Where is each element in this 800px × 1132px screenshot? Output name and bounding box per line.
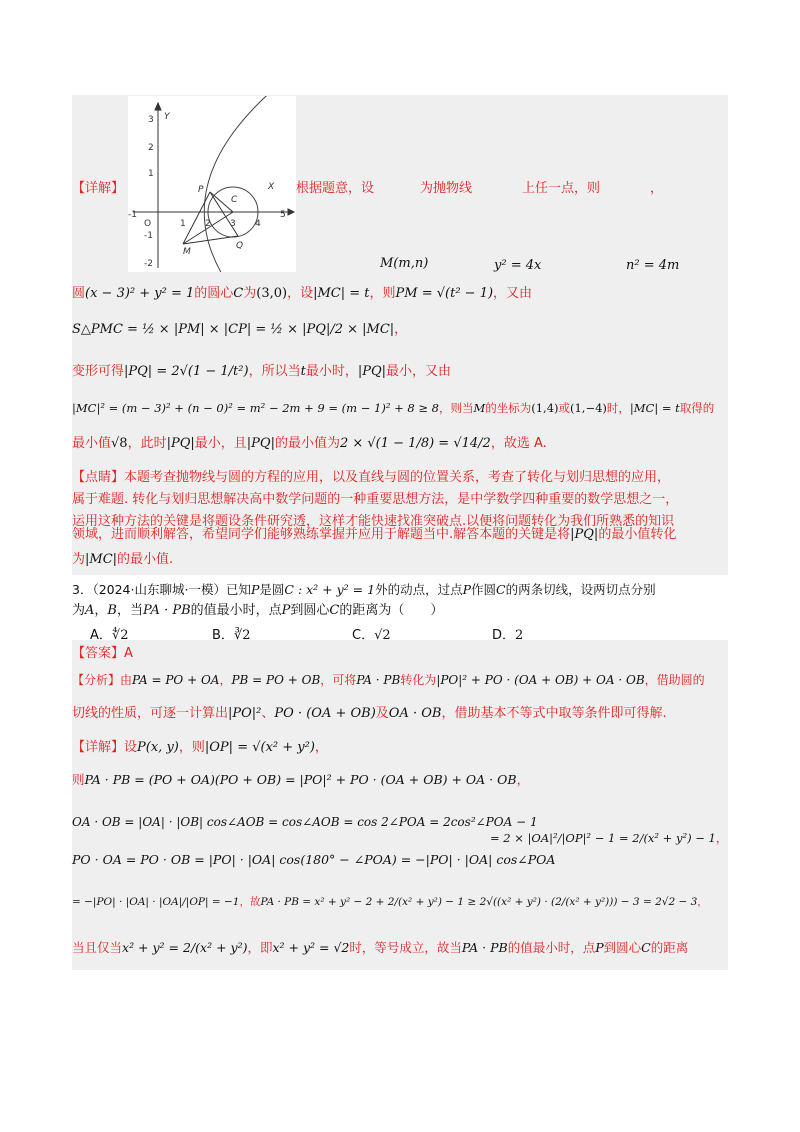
y-axis-label: Y bbox=[164, 112, 170, 122]
x-axis-arrow bbox=[288, 209, 294, 215]
x-tick-label: 5 bbox=[280, 210, 286, 220]
line-pc bbox=[210, 192, 233, 212]
origin-label: O bbox=[144, 219, 152, 229]
detail-line-3: S△PMC = ½ × |PM| × |CP| = ½ × |PQ|/2 × |MC|， bbox=[72, 322, 408, 337]
point-q-label: Q bbox=[236, 241, 244, 251]
detail-line-6: 最小值√8，此时|PQ|最小，且|PQ|的最小值为2 × √(1 − 1/8) = √14/2，故选 A. bbox=[72, 436, 547, 451]
x-tick-label: 4 bbox=[255, 219, 261, 229]
option-b[interactable]: B．∛2 bbox=[212, 628, 251, 643]
analysis-line-1: 【分析】由PA = PO + OA，PB = PO + OB，可将PA · PB转化为|PO|² + PO · (OA + OB) + OA · OB，借助圆的 bbox=[72, 673, 705, 687]
problem-number: 3． bbox=[72, 582, 93, 597]
option-d[interactable]: D．2 bbox=[492, 628, 524, 643]
x-tick-label: 1 bbox=[180, 219, 186, 229]
highlight-band-bottom bbox=[72, 640, 728, 970]
y-tick-label: 1 bbox=[148, 169, 154, 179]
analysis-tag: 【分析】 bbox=[72, 673, 121, 687]
tip-line-1: 【点睛】本题考查抛物线与圆的方程的应用，以及直线与圆的位置关系，考查了转化与划归思想的应用， bbox=[72, 470, 671, 485]
y-tick-label: -1 bbox=[144, 231, 153, 241]
line-mq bbox=[183, 236, 238, 244]
answer-line bbox=[72, 646, 133, 662]
tip-line-3: 运用这种方法的关键是将题设条件研究透，这样才能快速找准突破点.以便将问题转化为我们所熟悉的知识 bbox=[72, 514, 675, 529]
detail2-line-4: PO · OA = PO · OB = |PO| · |OA| cos(180° − ∠POA) = −|PO| · |OA| cos∠POA bbox=[72, 852, 556, 867]
answer-value: A bbox=[124, 646, 133, 661]
detail-line-1 bbox=[72, 181, 124, 197]
detail2-line-3: OA · OB = |OA| · |OB| cos∠AOB = cos∠AOB = cos 2∠POA = 2cos²∠POA − 1 bbox=[72, 815, 538, 829]
y-tick-label: -2 bbox=[144, 259, 153, 269]
detail2-tag: 【详解】 bbox=[72, 740, 125, 755]
detail2-line-3b: = 2 × |OA|²/|OP|² − 1 = 2/(x² + y²) − 1， bbox=[490, 831, 728, 845]
point-c-label: C bbox=[231, 195, 238, 205]
tip-tag: 【点睛】 bbox=[72, 470, 125, 485]
x-tick-label: -1 bbox=[128, 210, 137, 220]
detail2-line-2: 则PA · PB = (PO + OA)(PO + OB) = |PO|² + PO · (OA + OB) + OA · OB， bbox=[72, 772, 530, 787]
detail-line-2: 圆(x − 3)² + y² = 1的圆心C为(3,0)，设|MC| = t，则PM = √(t² − 1)，又由 bbox=[72, 286, 533, 301]
detail2-line-1: 【详解】设P(x, y)，则|OP| = √(x² + y²)， bbox=[72, 740, 328, 755]
y-tick-label: 3 bbox=[148, 115, 154, 125]
tip-line-5: 为|MC|的最小值. bbox=[72, 552, 174, 567]
x-axis-label: X bbox=[268, 182, 275, 192]
detail-formula-n: n² = 4m bbox=[626, 258, 680, 273]
answer-tag: 【答案】 bbox=[72, 646, 125, 661]
x-tick-label: 2 bbox=[205, 219, 211, 229]
detail2-line-6: 当且仅当x² + y² = 2/(x² + y²)，即x² + y² = √2时，等号成立，故当PA · PB的值最小时，点P到圆心C的距离 bbox=[72, 940, 689, 955]
detail-tag: 【详解】 bbox=[72, 181, 125, 196]
point-m-formula: M(m,n) bbox=[380, 256, 429, 271]
detail2-line-5: = −|PO| · |OA| · |OA|/|OP| = −1，故PA · PB = x² + y² − 2 + 2/(x² + y²) − 1 ≥ 2√((x² + y²) · (2/(x² + y²))) − 3 = 2√2 − 3， bbox=[72, 896, 708, 908]
detail-line-4: 变形可得|PQ| = 2√(1 − 1/t²)，所以当t最小时，|PQ|最小，又由 bbox=[72, 364, 452, 379]
option-c[interactable]: C．√2 bbox=[352, 628, 391, 643]
tip-line-4: 领域，进而顺利解答，希望同学们能够熟练掌握并应用于解题当中.解答本题的关键是将|PQ|的最小值转化 bbox=[72, 527, 677, 542]
detail-formula-parabola: y² = 4x bbox=[494, 258, 542, 273]
point-p-label: P bbox=[198, 185, 204, 195]
option-a[interactable]: A．∜2 bbox=[90, 628, 129, 643]
point-m-label: M bbox=[183, 247, 191, 257]
tip-line-2: 属于难题. 转化与划归思想解决高中数学问题的一种重要思想方法，是中学数学四种重要的数学思想之一， bbox=[72, 492, 679, 507]
x-tick-label: 3 bbox=[230, 219, 236, 229]
line-mp bbox=[183, 192, 210, 244]
detail-line-5: |MC|² = (m − 3)² + (n − 0)² = m² − 2m + 9 = (m − 1)² + 8 ≥ 8，则当M的坐标为(1,4)或(1,−4)时，|MC| = t取得的 bbox=[72, 401, 715, 415]
y-axis-arrow bbox=[155, 103, 161, 110]
analysis-line-2: 切线的性质，可逐一计算出|PO|²、PO · (OA + OB)及OA · OB，借助基本不等式中取等条件即可得解. bbox=[72, 706, 667, 721]
y-tick-label: 2 bbox=[148, 143, 154, 153]
detail-formula-row bbox=[380, 256, 428, 272]
parabola-circle-figure bbox=[128, 96, 296, 272]
problem-3-line-1: 3．（2024·山东聊城·一模）已知P是圆C : x² + y² = 1外的动点，过点P作圆C的两条切线，设两切点分别 bbox=[72, 582, 656, 597]
figure-svg bbox=[128, 96, 296, 272]
detail-line-1-text: 根据题意，设 为抛物线 上任一点，则 ， bbox=[296, 181, 664, 196]
problem-3-line-2: 为A，B，当PA · PB的值最小时，点P到圆心C的距离为（ ） bbox=[72, 603, 444, 618]
